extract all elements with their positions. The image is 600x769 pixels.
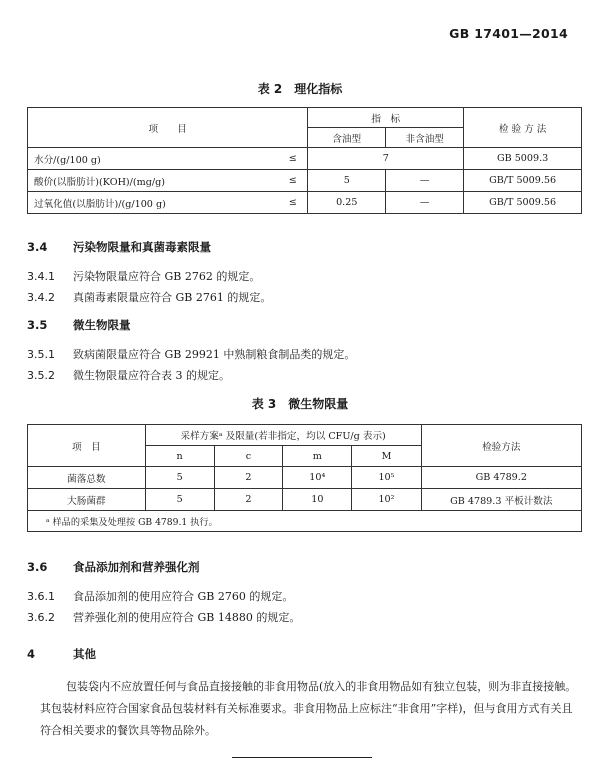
end-rule (232, 757, 372, 758)
clause-number: 3.5.2 (27, 369, 55, 382)
section-title: 食品添加剂和营养强化剂 (73, 560, 200, 574)
section-3-5-heading (27, 317, 131, 333)
section-4-paragraph: 包装袋内不应放置任何与食品直接接触的非食用物品(放入的非食用物品如有独立包装，则为非直接接触。其包装材料应符合国家食品包装材料有关标准要求。非食用物品上应标注“非食用”字样)，但与食用方式有关且符合相关要求的餐饮具等物品除外。 (40, 680, 577, 737)
section-number: 3.6 (27, 560, 48, 574)
table3-c: 2 (214, 489, 283, 511)
table-row (28, 489, 582, 511)
table2-method: GB 5009.3 (464, 148, 582, 170)
table2-value-oil: 5 (308, 170, 386, 192)
section-3-6-heading (27, 559, 200, 575)
section-title: 污染物限量和真菌毒素限量 (73, 240, 211, 254)
section-3-4-heading (27, 239, 211, 255)
clause-text: 微生物限量应符合表 3 的规定。 (73, 369, 230, 382)
clause-3-4-1 (27, 268, 260, 284)
table3-sub-M: M (352, 446, 421, 467)
table2-le-symbol: ≤ (278, 170, 308, 192)
section-number: 3.5 (27, 318, 48, 332)
table2 (27, 107, 582, 214)
table2-value-oil: 0.25 (308, 192, 386, 214)
clause-text: 污染物限量应符合 GB 2762 的规定。 (73, 270, 261, 283)
section-number: 3.4 (27, 240, 48, 254)
table2-head-method: 检 验 方 法 (464, 108, 582, 148)
table-row (28, 170, 582, 192)
table-row (28, 148, 582, 170)
clause-text: 营养强化剂的使用应符合 GB 14880 的规定。 (73, 611, 301, 624)
table3-head-item: 项 目 (28, 425, 146, 467)
table3-n: 5 (145, 467, 214, 489)
table2-value-nonoil: — (386, 192, 464, 214)
table2-method: GB/T 5009.56 (464, 170, 582, 192)
table-row (28, 192, 582, 214)
table3-sub-c: c (214, 446, 283, 467)
table2-caption: 表 2 理化指标 (257, 82, 343, 96)
table3-sub-m: m (283, 446, 352, 467)
clause-3-5-1 (27, 346, 355, 362)
clause-3-4-2 (27, 289, 271, 305)
table3-c: 2 (214, 467, 283, 489)
section-title: 微生物限量 (73, 318, 131, 332)
clause-number: 3.6.2 (27, 611, 55, 624)
table3-method: GB 4789.2 (421, 467, 581, 489)
table3-head-method: 检验方法 (421, 425, 581, 467)
table2-item: 水分/(g/100 g) (28, 148, 279, 170)
clause-3-6-2 (27, 609, 300, 625)
table2-item: 过氧化值(以脂肪计)/(g/100 g) (28, 192, 279, 214)
table2-value-nonoil: — (386, 170, 464, 192)
section-number: 4 (27, 647, 36, 661)
table3-method: GB 4789.3 平板计数法 (421, 489, 581, 511)
clause-text: 食品添加剂的使用应符合 GB 2760 的规定。 (73, 590, 294, 603)
section-4-heading (27, 646, 96, 662)
table2-item: 酸价(以脂肪计)(KOH)/(mg/g) (28, 170, 279, 192)
standard-number: GB 17401—2014 (449, 26, 568, 41)
clause-text: 致病菌限量应符合 GB 29921 中熟制粮食制品类的规定。 (73, 348, 356, 361)
table3-m: 10 (283, 489, 352, 511)
clause-3-5-2 (27, 367, 230, 383)
table3-sub-n: n (145, 446, 214, 467)
table2-le-symbol: ≤ (278, 148, 308, 170)
table3-m: 10⁴ (283, 467, 352, 489)
table2-le-symbol: ≤ (278, 192, 308, 214)
table3-M: 10⁵ (352, 467, 421, 489)
clause-number: 3.4.2 (27, 291, 55, 304)
table2-value: 7 (308, 148, 464, 170)
clause-3-6-1 (27, 588, 293, 604)
section-title: 其他 (73, 647, 96, 661)
clause-number: 3.4.1 (27, 270, 55, 283)
table3-head-plan: 采样方案ᵃ 及限量(若非指定，均以 CFU/g 表示) (145, 425, 421, 446)
table-row (28, 467, 582, 489)
table2-head-nonoil: 非含油型 (386, 128, 464, 148)
clause-text: 真菌毒素限量应符合 GB 2761 的规定。 (73, 291, 272, 304)
clause-number: 3.5.1 (27, 348, 55, 361)
clause-number: 3.6.1 (27, 590, 55, 603)
table3-footnote: ᵃ 样品的采集及处理按 GB 4789.1 执行。 (28, 511, 582, 532)
table3-M: 10² (352, 489, 421, 511)
table2-head-oil: 含油型 (308, 128, 386, 148)
table3-item: 菌落总数 (28, 467, 146, 489)
table2-head-index: 指 标 (308, 108, 464, 128)
table3-item: 大肠菌群 (28, 489, 146, 511)
table3-caption: 表 3 微生物限量 (251, 397, 349, 411)
table3 (27, 424, 582, 532)
table2-head-item: 项 目 (28, 108, 308, 148)
table2-method: GB/T 5009.56 (464, 192, 582, 214)
table3-n: 5 (145, 489, 214, 511)
